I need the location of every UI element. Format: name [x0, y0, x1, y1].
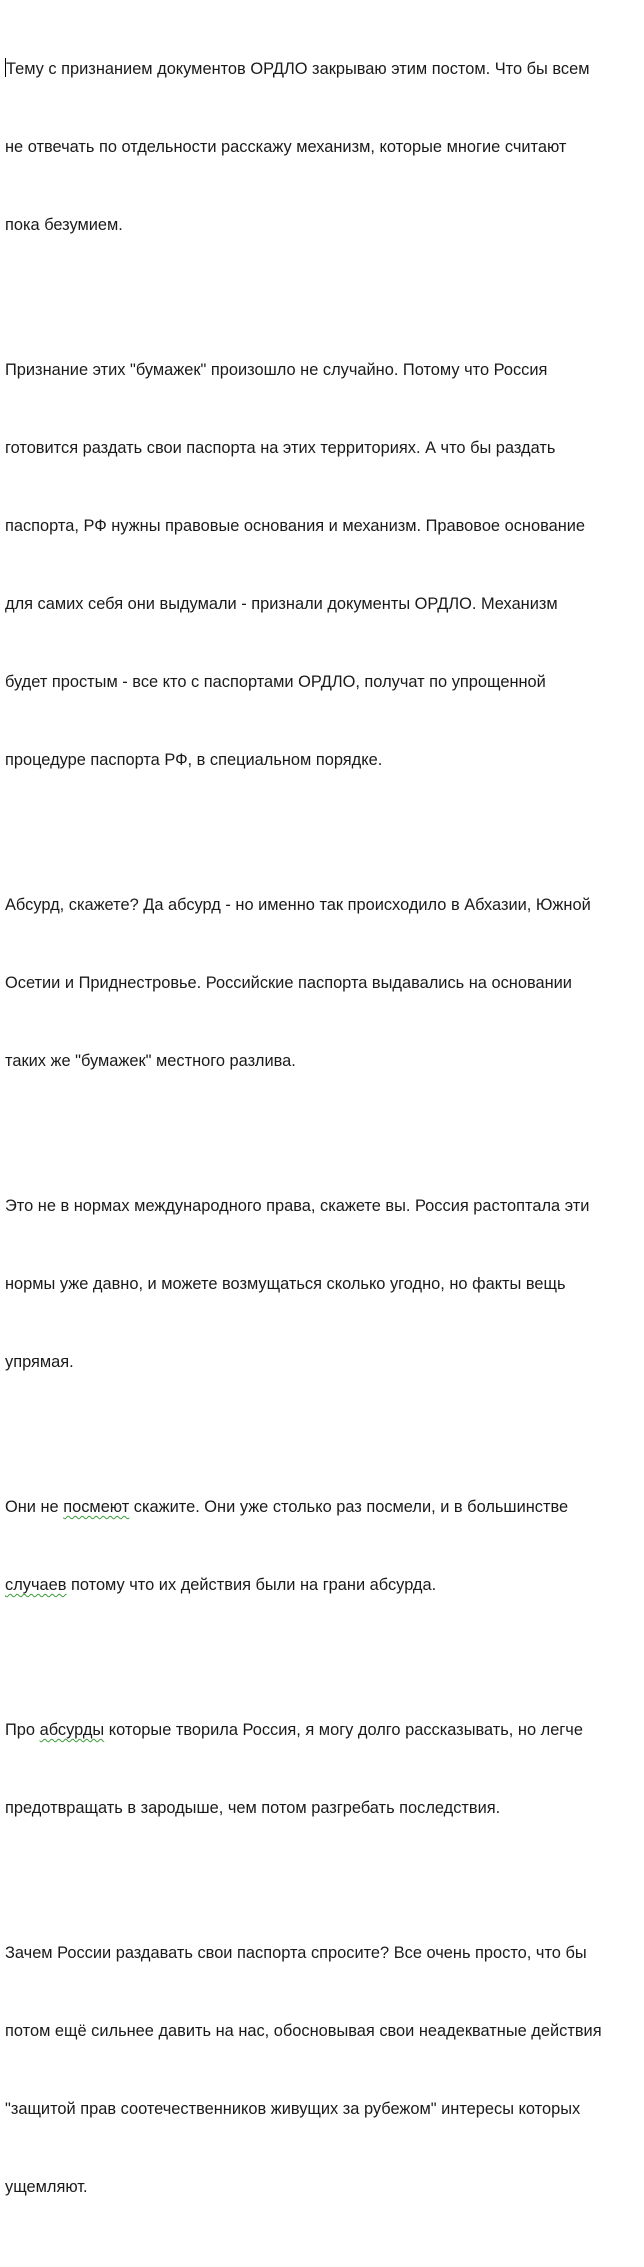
text-line: [5, 1494, 637, 1520]
paragraph-3: [5, 840, 637, 1126]
text-line: будет простым - все кто с паспортами ОРДЛО, получат по упрощенной: [5, 673, 546, 691]
text-line: Осетии и Приднестровье. Российские паспорта выдавались на основании: [5, 974, 572, 992]
text-line: [5, 1572, 637, 1598]
text-line: [5, 1717, 637, 1743]
text-line: для самих себя они выдумали - признали документы ОРДЛО. Механизм: [5, 595, 558, 613]
document-body[interactable]: [5, 4, 637, 2267]
text-line: не отвечать по отдельности расскажу механизм, которые многие считают: [5, 138, 567, 156]
line-text: Про: [5, 1721, 40, 1739]
text-line: предотвращать в зародыше, чем потом разгребать последствия.: [5, 1799, 501, 1817]
text-line: процедуре паспорта РФ, в специальном порядке.: [5, 751, 383, 769]
text-line: [5, 56, 637, 82]
spellcheck-flagged-word[interactable]: посмеют: [63, 1498, 130, 1516]
paragraph-1: [5, 4, 637, 290]
paragraph-2: [5, 305, 637, 825]
line-text: которые творила Россия, я могу долго рассказывать, но легче: [104, 1721, 583, 1739]
text-line: упрямая.: [5, 1353, 74, 1371]
paragraph-4: [5, 1141, 637, 1427]
paragraph-5: [5, 1442, 637, 1650]
text-line: Зачем России раздавать свои паспорта спросите? Все очень просто, что бы: [5, 1944, 587, 1962]
text-line: Признание этих "бумажек" произошло не случайно. Потому что Россия: [5, 361, 548, 379]
line-text: Они не: [5, 1498, 64, 1516]
spellcheck-flagged-word[interactable]: абсурды: [39, 1721, 105, 1739]
text-line: Абсурд, скажете? Да абсурд - но именно так происходило в Абхазии, Южной: [5, 896, 591, 914]
text-line: ущемляют.: [5, 2178, 88, 2196]
text-line: нормы уже давно, и можете возмущаться сколько угодно, но факты вещь: [5, 1275, 566, 1293]
text-line: готовится раздать свои паспорта на этих территориях. А что бы раздать: [5, 439, 556, 457]
text-line: "защитой прав соотечественников живущих за рубежом" интересы которых: [5, 2100, 581, 2118]
line-text: Тему с признанием документов ОРДЛО закрываю этим постом. Что бы всем: [6, 60, 590, 78]
line-text: скажите. Они уже столько раз посмели, и в большинстве: [129, 1498, 569, 1516]
spellcheck-flagged-word[interactable]: случаев: [5, 1576, 67, 1594]
text-line: пока безумием.: [5, 216, 123, 234]
text-line: потом ещё сильнее давить на нас, обосновывая свои неадекватные действия: [5, 2022, 602, 2040]
line-text: потому что их действия были на грани абсурда.: [66, 1576, 437, 1594]
paragraph-7: [5, 1888, 637, 2252]
paragraph-6: [5, 1665, 637, 1873]
text-line: таких же "бумажек" местного разлива.: [5, 1052, 296, 1070]
text-line: паспорта, РФ нужны правовые основания и механизм. Правовое основание: [5, 517, 586, 535]
text-line: Это не в нормах международного права, скажете вы. Россия растоптала эти: [5, 1197, 590, 1215]
